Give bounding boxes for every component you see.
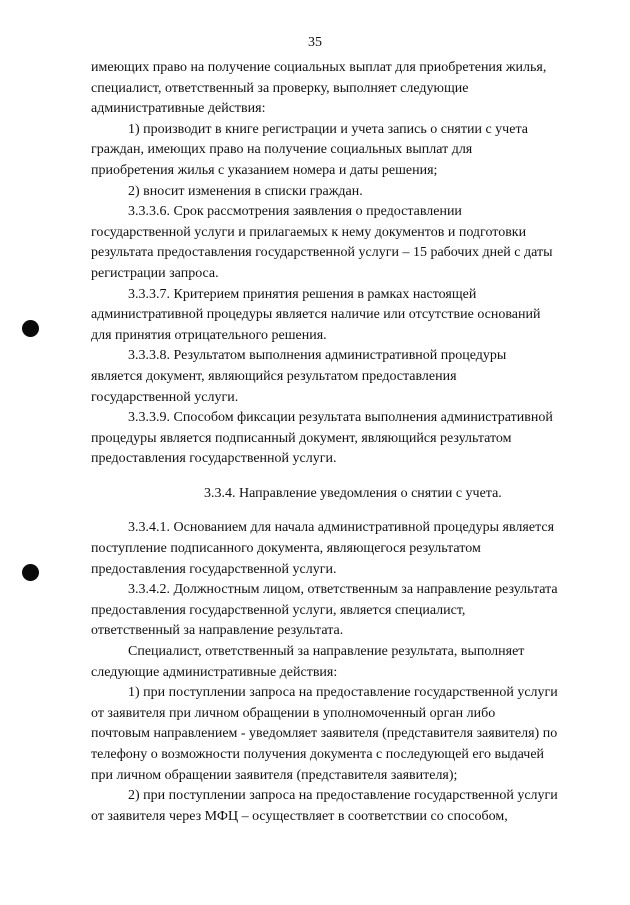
punch-hole-mark: [22, 564, 39, 581]
paragraph: Специалист, ответственный за направление результата, выполняет следующие административные действия:: [91, 644, 525, 680]
page-number: 35: [308, 35, 322, 50]
paragraph: 2) при поступлении запроса на предоставление государственной услуги от заявителя через МФЦ – осуществляет в соответствии со способом,: [91, 788, 558, 824]
paragraph: имеющих право на получение социальных выплат для приобретения жилья, специалист, ответственный за проверку, выполняет следующие административные действия:: [91, 60, 547, 117]
paragraph: 3.3.3.8. Результатом выполнения административной процедуры является документ, являющийся результатом предоставления государственной услуги.: [91, 348, 507, 405]
paragraph: 3.3.3.9. Способом фиксации результата выполнения административной процедуры является подписанный документ, являющийся результатом предоставления государственной услуги.: [91, 410, 553, 467]
paragraph: 3.3.4.1. Основанием для начала административной процедуры является поступление подписанного документа, являющегося результатом предоставления государственной услуги.: [91, 520, 555, 577]
paragraph: 3.3.3.7. Критерием принятия решения в рамках настоящей административной процедуры является наличие или отсутствие оснований для принятия отрицательного решения.: [91, 286, 541, 343]
section-heading: 3.3.4. Направление уведомления о снятии с учета.: [204, 485, 502, 501]
document-body: [91, 58, 588, 827]
paragraph: 3.3.3.6. Срок рассмотрения заявления о предоставлении государственной услуги и прилагаемых к нему документов и подготовки результата предоставления государственной услуги – 15 рабочих дней с даты регистрации запроса.: [91, 204, 553, 281]
paragraph: 3.3.4.2. Должностным лицом, ответственным за направление результата предоставления государственной услуги, является специалист, ответственный за направление результата.: [91, 582, 558, 639]
paragraph: 1) производит в книге регистрации и учета запись о снятии с учета граждан, имеющих право на получение социальных выплат для приобретения жилья с указанием номера и даты решения;: [91, 121, 528, 178]
paragraph: 2) вносит изменения в списки граждан.: [128, 183, 363, 199]
punch-hole-mark: [22, 320, 39, 337]
paragraph: 1) при поступлении запроса на предоставление государственной услуги от заявителя при личном обращении в уполномоченный орган либо почтовым направлением - уведомляет заявителя (представителя заявителя) по телефону о возможности получения документа с последующей его выдачей при личном обращении заявителя (представителя заявителя);: [91, 685, 558, 783]
